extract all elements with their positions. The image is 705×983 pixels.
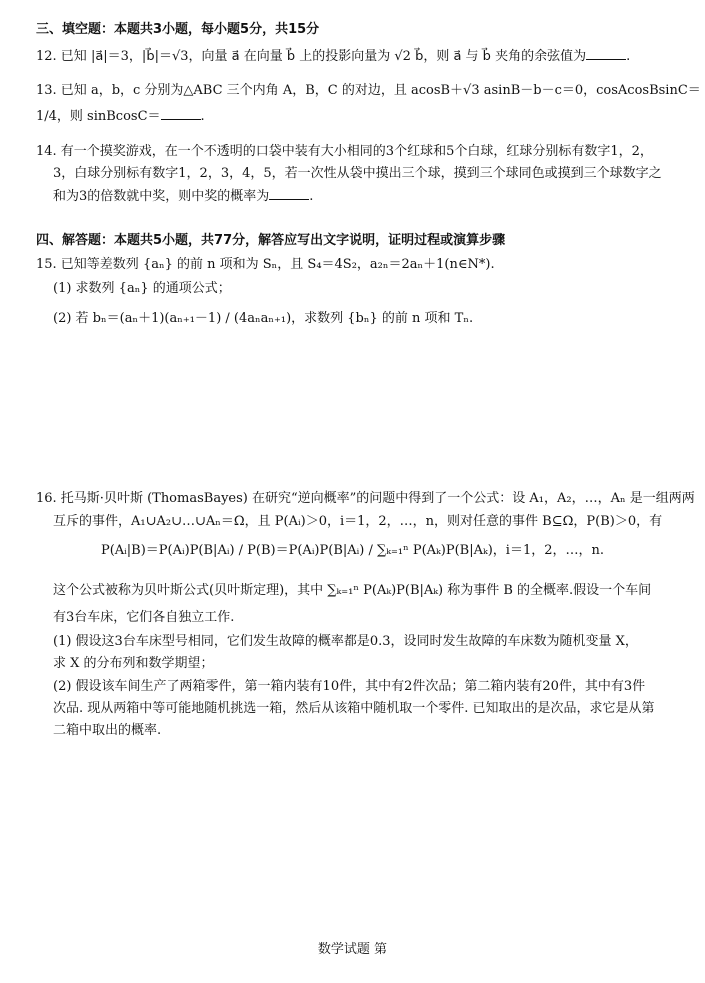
fill-section-header: 三、填空题：本题共3小题，每小题5分，共15分 (36, 22, 320, 37)
question-16-line3: 这个公式被称为贝叶斯公式(贝叶斯定理)，其中 ∑ₖ₌₁ⁿ P(Aₖ)P(B|Aₖ) 称为事件 B 的全概率.假设一个车间 (53, 583, 652, 598)
question-16-part2-cont: 次品. 现从两箱中等可能地随机挑选一箱，然后从该箱中随机取一个零件. 已知取出的是次品，求它是从第 (53, 701, 655, 716)
question-16-part2-end: 二箱中取出的概率. (53, 723, 162, 738)
question-15-part2: (2) 若 bₙ＝(aₙ＋1)(aₙ₊₁－1) / (4aₙaₙ₊₁)，求数列 {bₙ} 的前 n 项和 Tₙ. (53, 311, 474, 326)
page-footer: 数学试题 第 (317, 942, 388, 957)
question-15-stem: 15. 已知等差数列 {aₙ} 的前 n 项和为 Sₙ，且 S₄＝4S₂，a₂ₙ＝2aₙ＋1(n∈N*). (36, 257, 495, 272)
question-13-line2-text: 1/4，则 sinBcosC＝ (36, 109, 161, 124)
bayes-formula: P(Aᵢ|B)＝P(Aᵢ)P(B|Aᵢ) / P(B)＝P(Aᵢ)P(B|Aᵢ) / ∑ₖ₌₁ⁿ P(Aₖ)P(B|Aₖ)，i＝1，2，…，n. (100, 543, 605, 558)
question-16-part1-cont: 求 X 的分布列和数学期望； (53, 656, 214, 671)
answer-blank-13 (161, 107, 201, 120)
answer-blank-14 (269, 187, 309, 200)
question-15-part1: (1) 求数列 {aₙ} 的通项公式； (53, 281, 231, 296)
answer-section-header: 四、解答题：本题共5小题，共77分，解答应写出文字说明，证明过程或演算步骤 (36, 233, 506, 248)
question-12: 12. 已知 |a⃗|＝3，|b⃗|＝√3，向量 a⃗ 在向量 b⃗ 上的投影向量为 √2 b⃗，则 a⃗ 与 b⃗ 夹角的余弦值为 . (36, 49, 631, 64)
question-14-line2: 3，白球分别标有数字1，2，3，4，5，若一次性从袋中摸出三个球，摸到三个球同色或摸到三个球数字之 (53, 166, 662, 181)
question-16-line2: 互斥的事件，A₁∪A₂∪…∪Aₙ＝Ω，且 P(Aᵢ)＞0，i＝1，2，…，n，则对任意的事件 B⊆Ω，P(B)＞0，有 (53, 514, 663, 529)
question-16-part1: (1) 假设这3台车床型号相同，它们发生故障的概率都是0.3，设同时发生故障的车床数为随机变量 X， (53, 634, 638, 649)
question-13-line1: 13. 已知 a，b，c 分别为△ABC 三个内角 A，B，C 的对边，且 acosB＋√3 asinB－b－c＝0，cosAcosBsinC＝ (36, 83, 701, 98)
question-14-line1: 14. 有一个摸奖游戏，在一个不透明的口袋中装有大小相同的3个红球和5个白球，红球分别标有数字1，2， (36, 144, 653, 159)
question-14-line3: 和为3的倍数就中奖，则中奖的概率为 . (53, 189, 314, 204)
question-16-part2: (2) 假设该车间生产了两箱零件，第一箱内装有10件，其中有2件次品；第二箱内装有20件，其中有3件 (53, 679, 646, 694)
question-14-line3-text: 和为3的倍数就中奖，则中奖的概率为 (53, 189, 270, 204)
question-12-text: 12. 已知 |a⃗|＝3，|b⃗|＝√3，向量 a⃗ 在向量 b⃗ 上的投影向量为 √2 b⃗，则 a⃗ 与 b⃗ 夹角的余弦值为 (36, 49, 587, 64)
question-16-line4: 有3台车床，它们各自独立工作. (53, 610, 235, 625)
answer-blank-12 (586, 47, 626, 60)
question-13-line2: 1/4，则 sinBcosC＝ . (36, 109, 205, 124)
question-16-line1: 16. 托马斯·贝叶斯 (ThomasBayes) 在研究“逆向概率”的问题中得到了一个公式：设 A₁，A₂，…，Aₙ 是一组两两 (36, 491, 695, 506)
